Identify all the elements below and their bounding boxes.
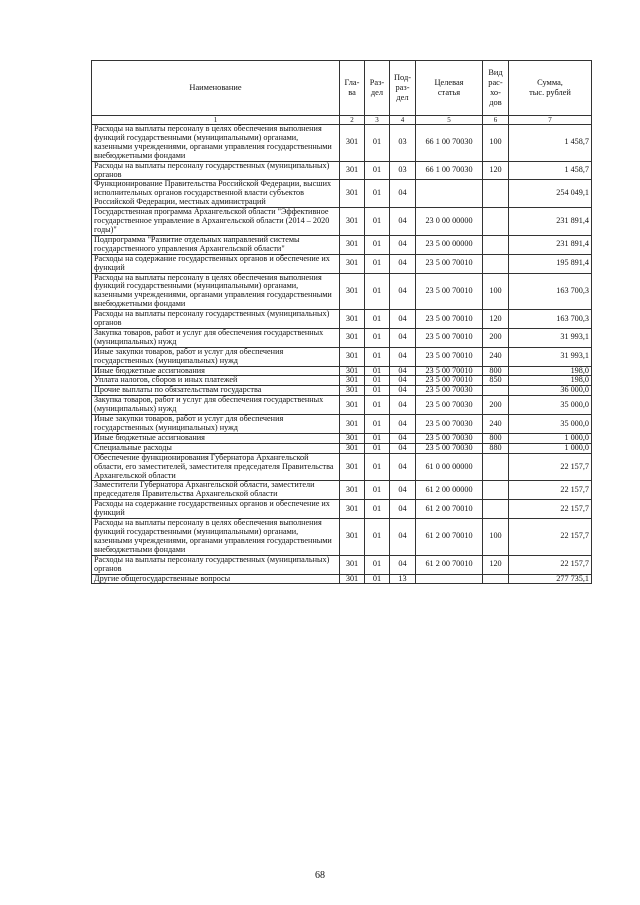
cell-chapter: 301	[340, 574, 365, 584]
cell-name: Обеспечение функционирования Губернатора Архангельской области, его заместителей, заместителя председателя Правительства Архангельской области	[92, 453, 340, 481]
cell-chapter: 301	[340, 415, 365, 434]
cell-section: 01	[365, 125, 390, 162]
cell-chapter: 301	[340, 386, 365, 396]
cell-name: Расходы на выплаты персоналу в целях обеспечения выполнения функций государственными (муниципальными) органами, казенными учреждениями, органами управления государственными внебюджетными фондами	[92, 519, 340, 556]
cell-section: 01	[365, 180, 390, 208]
cell-subsection: 04	[390, 386, 416, 396]
cell-expense-type	[483, 453, 509, 481]
cell-section: 01	[365, 415, 390, 434]
cell-subsection: 04	[390, 376, 416, 386]
cell-amount: 163 700,3	[509, 273, 592, 310]
table-row	[92, 396, 592, 415]
cell-expense-type	[483, 386, 509, 396]
cell-subsection: 04	[390, 366, 416, 376]
cell-subsection: 04	[390, 235, 416, 254]
cell-name: Другие общегосударственные вопросы	[92, 574, 340, 584]
cell-chapter: 301	[340, 161, 365, 180]
cell-expense-type: 800	[483, 366, 509, 376]
cell-chapter: 301	[340, 376, 365, 386]
cell-subsection: 04	[390, 415, 416, 434]
cell-expense-type	[483, 254, 509, 273]
cell-amount: 1 000,0	[509, 443, 592, 453]
cell-subsection: 04	[390, 180, 416, 208]
cell-section: 01	[365, 500, 390, 519]
cell-section: 01	[365, 376, 390, 386]
cell-target: 61 2 00 70010	[416, 555, 483, 574]
cell-target: 23 5 00 70030	[416, 443, 483, 453]
cell-chapter: 301	[340, 180, 365, 208]
cell-subsection: 04	[390, 273, 416, 310]
column-number: 5	[416, 116, 483, 125]
cell-amount: 35 000,0	[509, 396, 592, 415]
cell-target: 61 2 00 70010	[416, 500, 483, 519]
cell-section: 01	[365, 555, 390, 574]
table-row	[92, 235, 592, 254]
cell-chapter: 301	[340, 208, 365, 236]
table-row	[92, 519, 592, 556]
cell-section: 01	[365, 574, 390, 584]
cell-amount: 1 458,7	[509, 125, 592, 162]
header-row	[92, 61, 592, 116]
table-row	[92, 125, 592, 162]
cell-name: Расходы на выплаты персоналу государственных (муниципальных) органов	[92, 310, 340, 329]
cell-name: Закупка товаров, работ и услуг для обеспечения государственных (муниципальных) нужд	[92, 328, 340, 347]
cell-section: 01	[365, 347, 390, 366]
cell-target: 61 2 00 00000	[416, 481, 483, 500]
table-row	[92, 347, 592, 366]
cell-name: Расходы на содержание государственных органов и обеспечение их функций	[92, 500, 340, 519]
cell-target: 23 5 00 70010	[416, 376, 483, 386]
cell-expense-type	[483, 235, 509, 254]
cell-amount: 36 000,0	[509, 386, 592, 396]
cell-name: Иные закупки товаров, работ и услуг для обеспечения государственных (муниципальных) нужд	[92, 347, 340, 366]
cell-amount: 277 735,1	[509, 574, 592, 584]
cell-subsection: 04	[390, 443, 416, 453]
column-number: 3	[365, 116, 390, 125]
cell-target: 61 2 00 70010	[416, 519, 483, 556]
table-row	[92, 208, 592, 236]
cell-section: 01	[365, 519, 390, 556]
cell-name: Иные закупки товаров, работ и услуг для обеспечения государственных (муниципальных) нужд	[92, 415, 340, 434]
cell-target: 23 5 00 70010	[416, 366, 483, 376]
cell-name: Государственная программа Архангельской области "Эффективное государственное управление в Архангельской области (2014 – 2020 годы)"	[92, 208, 340, 236]
cell-name: Иные бюджетные ассигнования	[92, 366, 340, 376]
cell-subsection: 04	[390, 328, 416, 347]
cell-chapter: 301	[340, 555, 365, 574]
cell-section: 01	[365, 453, 390, 481]
cell-target: 23 5 00 70010	[416, 328, 483, 347]
header-amount: Сумма, тыс. рублей	[509, 61, 592, 116]
cell-name: Расходы на содержание государственных органов и обеспечение их функций	[92, 254, 340, 273]
cell-target	[416, 180, 483, 208]
table-row	[92, 415, 592, 434]
cell-target: 23 5 00 70030	[416, 433, 483, 443]
cell-section: 01	[365, 366, 390, 376]
cell-amount: 195 891,4	[509, 254, 592, 273]
cell-amount: 22 157,7	[509, 555, 592, 574]
cell-expense-type: 100	[483, 125, 509, 162]
cell-subsection: 03	[390, 125, 416, 162]
table-row	[92, 574, 592, 584]
table-row	[92, 443, 592, 453]
cell-section: 01	[365, 310, 390, 329]
cell-expense-type	[483, 481, 509, 500]
cell-name: Функционирование Правительства Российской Федерации, высших исполнительных органов государственной власти субъектов Российской Федерации, местных администраций	[92, 180, 340, 208]
cell-target: 23 5 00 00000	[416, 235, 483, 254]
cell-amount: 35 000,0	[509, 415, 592, 434]
cell-chapter: 301	[340, 500, 365, 519]
header-section: Раз- дел	[365, 61, 390, 116]
cell-target: 23 5 00 70010	[416, 273, 483, 310]
cell-subsection: 04	[390, 208, 416, 236]
cell-expense-type: 100	[483, 273, 509, 310]
cell-amount: 254 049,1	[509, 180, 592, 208]
cell-expense-type: 120	[483, 161, 509, 180]
header-target: Целевая статья	[416, 61, 483, 116]
cell-name: Прочие выплаты по обязательствам государства	[92, 386, 340, 396]
cell-subsection: 04	[390, 347, 416, 366]
cell-name: Специальные расходы	[92, 443, 340, 453]
cell-amount: 198,0	[509, 376, 592, 386]
cell-chapter: 301	[340, 481, 365, 500]
cell-amount: 22 157,7	[509, 500, 592, 519]
cell-subsection: 03	[390, 161, 416, 180]
cell-target: 23 5 00 70030	[416, 415, 483, 434]
cell-target: 66 1 00 70030	[416, 125, 483, 162]
table-row	[92, 273, 592, 310]
cell-section: 01	[365, 328, 390, 347]
cell-name: Иные бюджетные ассигнования	[92, 433, 340, 443]
cell-target: 23 5 00 70010	[416, 254, 483, 273]
header-subsection: Под- раз- дел	[390, 61, 416, 116]
table-row	[92, 366, 592, 376]
cell-expense-type: 240	[483, 415, 509, 434]
cell-amount: 22 157,7	[509, 481, 592, 500]
cell-subsection: 04	[390, 453, 416, 481]
table-row	[92, 481, 592, 500]
cell-section: 01	[365, 208, 390, 236]
cell-chapter: 301	[340, 235, 365, 254]
table-row	[92, 254, 592, 273]
cell-section: 01	[365, 481, 390, 500]
header-name: Наименование	[92, 61, 340, 116]
cell-section: 01	[365, 235, 390, 254]
table-row	[92, 555, 592, 574]
table-row	[92, 328, 592, 347]
cell-target: 66 1 00 70030	[416, 161, 483, 180]
cell-chapter: 301	[340, 254, 365, 273]
cell-target: 23 5 00 70030	[416, 386, 483, 396]
cell-name: Подпрограмма "Развитие отдельных направлений системы государственного управления Архангельской области"	[92, 235, 340, 254]
cell-chapter: 301	[340, 366, 365, 376]
cell-expense-type: 200	[483, 328, 509, 347]
cell-chapter: 301	[340, 453, 365, 481]
cell-amount: 198,0	[509, 366, 592, 376]
cell-name: Заместители Губернатора Архангельской области, заместители председателя Правительства Архангельской области	[92, 481, 340, 500]
cell-expense-type	[483, 500, 509, 519]
cell-expense-type: 100	[483, 519, 509, 556]
cell-target: 23 5 00 70030	[416, 396, 483, 415]
cell-amount: 1 000,0	[509, 433, 592, 443]
table-row	[92, 453, 592, 481]
cell-expense-type: 850	[483, 376, 509, 386]
cell-name: Закупка товаров, работ и услуг для обеспечения государственных (муниципальных) нужд	[92, 396, 340, 415]
cell-chapter: 301	[340, 328, 365, 347]
cell-expense-type: 120	[483, 555, 509, 574]
cell-section: 01	[365, 386, 390, 396]
cell-name: Расходы на выплаты персоналу в целях обеспечения выполнения функций государственными (муниципальными) органами, казенными учреждениями, органами управления государственными внебюджетными фондами	[92, 125, 340, 162]
table-row	[92, 310, 592, 329]
cell-chapter: 301	[340, 125, 365, 162]
cell-chapter: 301	[340, 396, 365, 415]
column-number: 2	[340, 116, 365, 125]
cell-section: 01	[365, 254, 390, 273]
cell-chapter: 301	[340, 443, 365, 453]
page-number: 68	[315, 870, 325, 881]
cell-expense-type: 120	[483, 310, 509, 329]
cell-amount: 231 891,4	[509, 208, 592, 236]
cell-name: Расходы на выплаты персоналу государственных (муниципальных) органов	[92, 161, 340, 180]
cell-subsection: 04	[390, 500, 416, 519]
cell-target: 23 5 00 70010	[416, 310, 483, 329]
cell-expense-type: 240	[483, 347, 509, 366]
cell-target: 23 0 00 00000	[416, 208, 483, 236]
cell-subsection: 04	[390, 396, 416, 415]
table-row	[92, 433, 592, 443]
cell-amount: 163 700,3	[509, 310, 592, 329]
table-row	[92, 386, 592, 396]
cell-name: Уплата налогов, сборов и иных платежей	[92, 376, 340, 386]
cell-subsection: 04	[390, 310, 416, 329]
cell-expense-type	[483, 574, 509, 584]
column-number: 1	[92, 116, 340, 125]
cell-subsection: 04	[390, 433, 416, 443]
cell-amount: 31 993,1	[509, 347, 592, 366]
table-row	[92, 376, 592, 386]
cell-section: 01	[365, 396, 390, 415]
cell-expense-type: 880	[483, 443, 509, 453]
table-row	[92, 500, 592, 519]
table-row	[92, 180, 592, 208]
column-number: 7	[509, 116, 592, 125]
cell-chapter: 301	[340, 433, 365, 443]
cell-amount: 22 157,7	[509, 519, 592, 556]
cell-target: 23 5 00 70010	[416, 347, 483, 366]
cell-chapter: 301	[340, 347, 365, 366]
cell-chapter: 301	[340, 273, 365, 310]
cell-name: Расходы на выплаты персоналу государственных (муниципальных) органов	[92, 555, 340, 574]
column-number: 6	[483, 116, 509, 125]
cell-amount: 31 993,1	[509, 328, 592, 347]
cell-expense-type: 200	[483, 396, 509, 415]
budget-table	[91, 60, 592, 584]
cell-amount: 22 157,7	[509, 453, 592, 481]
table-body	[92, 125, 592, 584]
header-expense-type: Вид рас- хо- дов	[483, 61, 509, 116]
table-row	[92, 161, 592, 180]
cell-amount: 1 458,7	[509, 161, 592, 180]
cell-expense-type	[483, 208, 509, 236]
header-chapter: Гла- ва	[340, 61, 365, 116]
column-number: 4	[390, 116, 416, 125]
cell-section: 01	[365, 433, 390, 443]
cell-section: 01	[365, 161, 390, 180]
cell-subsection: 04	[390, 481, 416, 500]
cell-section: 01	[365, 443, 390, 453]
cell-subsection: 04	[390, 254, 416, 273]
cell-section: 01	[365, 273, 390, 310]
cell-subsection: 04	[390, 555, 416, 574]
cell-amount: 231 891,4	[509, 235, 592, 254]
cell-target: 61 0 00 00000	[416, 453, 483, 481]
cell-expense-type	[483, 180, 509, 208]
cell-chapter: 301	[340, 519, 365, 556]
cell-name: Расходы на выплаты персоналу в целях обеспечения выполнения функций государственными (муниципальными) органами, казенными учреждениями, органами управления государственными внебюджетными фондами	[92, 273, 340, 310]
cell-chapter: 301	[340, 310, 365, 329]
cell-target	[416, 574, 483, 584]
cell-subsection: 04	[390, 519, 416, 556]
cell-subsection: 13	[390, 574, 416, 584]
cell-expense-type: 800	[483, 433, 509, 443]
